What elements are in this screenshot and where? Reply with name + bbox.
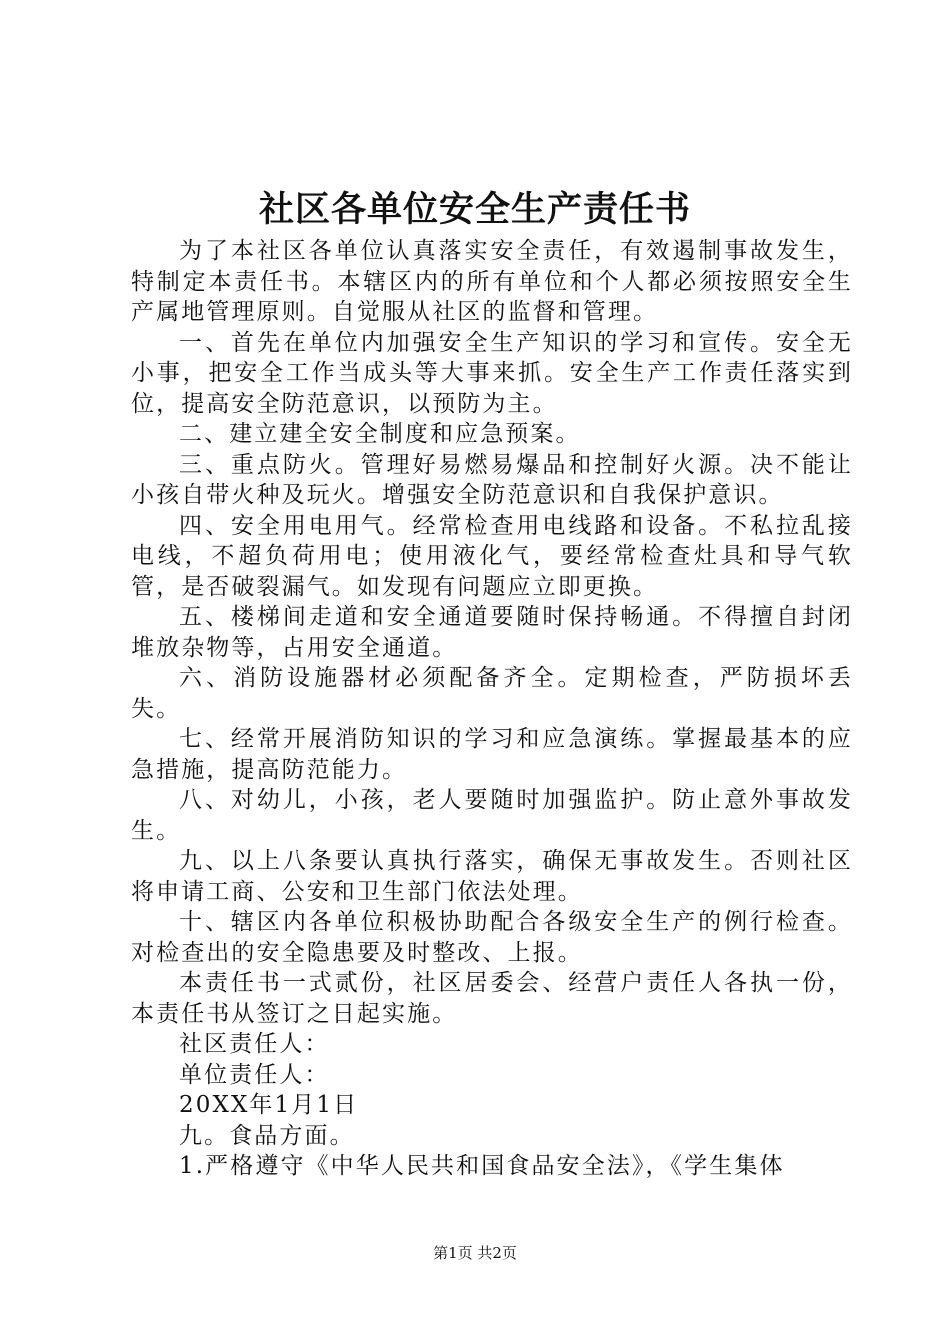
paragraph-item-3: 三、重点防火。管理好易燃易爆品和控制好火源。决不能让小孩自带火种及玩火。增强安全防范意识和自我保护意识。 bbox=[131, 451, 853, 508]
document-body bbox=[131, 236, 853, 1182]
paragraph-item-10: 十、辖区内各单位积极协助配合各级安全生产的例行检查。对检查出的安全隐患要及时整改、上报。 bbox=[131, 909, 853, 966]
paragraph-item-2: 二、建立建全安全制度和应急预案。 bbox=[179, 421, 581, 447]
paragraph-food-item-1: 1.严格遵守《中华人民共和国食品安全法》，《学生集体 bbox=[179, 1153, 785, 1179]
paragraph-food-heading: 九。食品方面。 bbox=[179, 1122, 355, 1149]
paragraph-item-8: 八、对幼儿，小孩，老人要随时加强监护。防止意外事故发生。 bbox=[131, 787, 853, 844]
document-title: 社区各单位安全生产责任书 bbox=[258, 189, 691, 230]
paragraph-copies-note: 本责任书一式贰份，社区居委会、经营户责任人各执一份，本责任书从签订之日起实施。 bbox=[131, 970, 853, 1027]
paragraph-item-4: 四、安全用电用气。经常检查用电线路和设备。不私拉乱接电线，不超负荷用电；使用液化气，要经常检查灶具和导气软管，是否破裂漏气。如发现有问题应立即更换。 bbox=[131, 512, 853, 600]
paragraph-intro: 为了本社区各单位认真落实安全责任，有效遏制事故发生，特制定本责任书。本辖区内的所有单位和个人都必须按照安全生产属地管理原则。自觉服从社区的监督和管理。 bbox=[131, 238, 853, 325]
paragraph-item-5: 五、楼梯间走道和安全通道要随时保持畅通。不得擅自封闭堆放杂物等，占用安全通道。 bbox=[131, 604, 853, 661]
paragraph-item-7: 七、经常开展消防知识的学习和应急演练。掌握最基本的应急措施，提高防范能力。 bbox=[131, 726, 853, 783]
signature-unit-responsible: 单位责任人： bbox=[179, 1061, 330, 1088]
signature-community-responsible: 社区责任人： bbox=[179, 1031, 330, 1057]
paragraph-item-9: 九、以上八条要认真执行落实，确保无事故发生。否则社区将申请工商、公安和卫生部门依法处理。 bbox=[131, 848, 853, 905]
signature-date: 20XX年1月1日 bbox=[179, 1092, 359, 1118]
paragraph-item-1: 一、首先在单位内加强安全生产知识的学习和宣传。安全无小事，把安全工作当成头等大事来抓。安全生产工作责任落实到位，提高安全防范意识，以预防为主。 bbox=[131, 329, 853, 417]
page-indicator: 第1页 共2页 bbox=[433, 1244, 517, 1262]
paragraph-item-6: 六、消防设施器材必须配备齐全。定期检查，严防损坏丢失。 bbox=[131, 665, 853, 722]
